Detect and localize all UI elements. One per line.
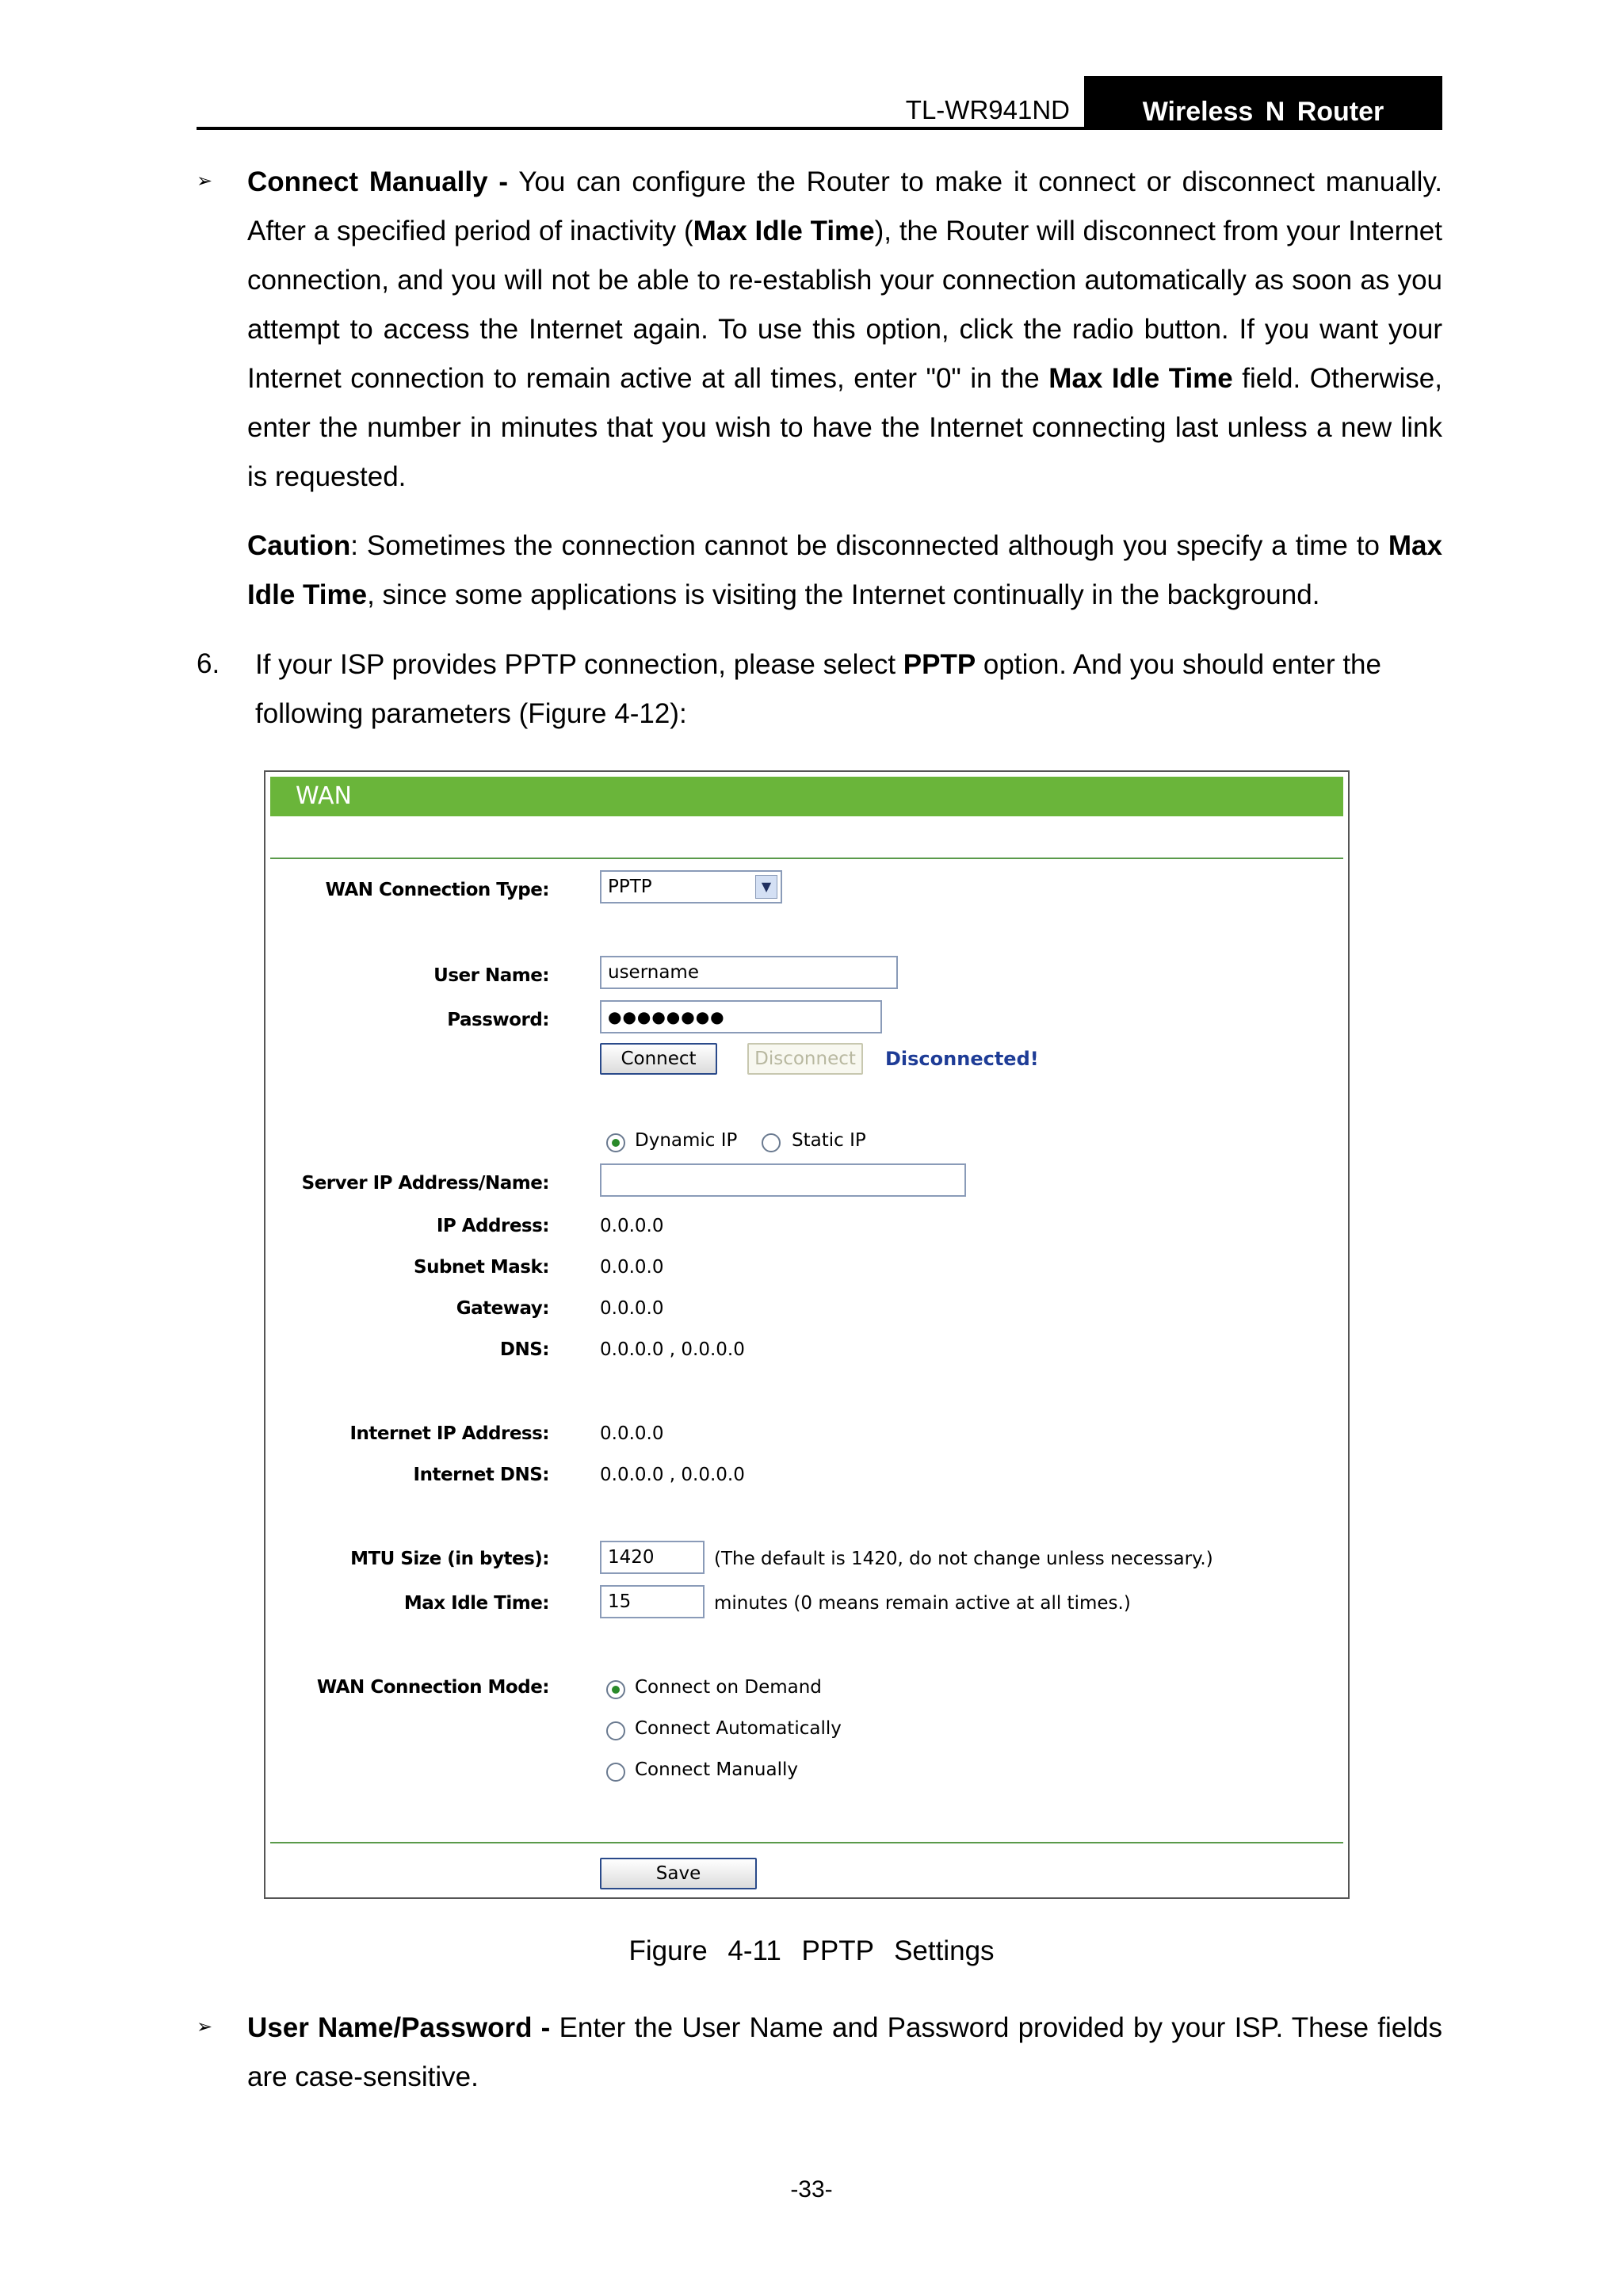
mtu-label: MTU Size (in bytes): — [350, 1549, 549, 1569]
connect-button[interactable]: Connect — [600, 1043, 717, 1075]
inet-ip-label: Internet IP Address: — [349, 1423, 549, 1444]
wan-title-bar: WAN — [270, 777, 1343, 816]
password-label: Password: — [447, 1010, 549, 1030]
header-product: Wireless N Router — [1084, 76, 1442, 130]
conn-type-label: WAN Connection Type: — [325, 880, 549, 900]
step6-paragraph: If your ISP provides PPTP connection, please select PPTP option. And you should enter the following parameters (Figure 4-12): — [255, 649, 1381, 729]
subnet-label: Subnet Mask: — [414, 1257, 549, 1278]
user-name-input[interactable]: username — [600, 956, 898, 989]
user-pass-paragraph: User Name/Password - Enter the User Name and Password provided by your ISP. These fields are case-sensitive. — [247, 2012, 1442, 2092]
static-ip-label: Static IP — [792, 1130, 866, 1151]
bullet-icon: ➢ — [197, 2016, 213, 2038]
inet-dns-label: Internet DNS: — [413, 1465, 549, 1485]
connect-manually-paragraph: Connect Manually - You can configure the Router to make it connect or disconnect manually. After a specified period of inactivity (Max Idle Time), the Router will disconnect from your Internet connection, and you will not be able to re-establish your connection automatically as soon as you attempt to access the Internet again. To use this option, click the radio button. If you want your Internet connection to remain active at all times, enter "0" in the Max Idle Time field. Otherwise, enter the number in minutes that you wish to have the Internet connecting last unless a new link is requested. — [247, 166, 1442, 492]
wan-settings-figure — [264, 770, 1350, 1899]
connection-status: Disconnected! — [885, 1048, 1039, 1070]
chevron-down-icon[interactable]: ▼ — [755, 875, 777, 899]
gateway-label: Gateway: — [456, 1298, 549, 1319]
connect-automatically-label: Connect Automatically — [635, 1718, 842, 1739]
dns-value: 0.0.0.0 , 0.0.0.0 — [600, 1339, 745, 1360]
server-input[interactable] — [600, 1163, 966, 1197]
connect-automatically-radio[interactable] — [606, 1721, 625, 1740]
user-name-label: User Name: — [433, 965, 549, 986]
caution-paragraph: Caution: Sometimes the connection cannot be disconnected although you specify a time to Max Idle Time, since some applications is visiting the Internet continually in the background. — [247, 530, 1442, 610]
connect-on-demand-radio[interactable] — [606, 1680, 625, 1699]
max-idle-hint: minutes (0 means remain active at all times.) — [714, 1593, 1131, 1614]
bottom-divider — [270, 1842, 1343, 1843]
inet-ip-value: 0.0.0.0 — [600, 1423, 664, 1444]
save-button[interactable]: Save — [600, 1858, 757, 1889]
static-ip-radio[interactable] — [762, 1133, 781, 1152]
disconnect-button[interactable]: Disconnect — [747, 1043, 863, 1075]
connect-manually-radio[interactable] — [606, 1763, 625, 1782]
max-idle-label: Max Idle Time: — [403, 1593, 549, 1614]
inet-dns-value: 0.0.0.0 , 0.0.0.0 — [600, 1465, 745, 1485]
mtu-hint: (The default is 1420, do not change unless necessary.) — [714, 1549, 1213, 1569]
ip-value: 0.0.0.0 — [600, 1216, 664, 1236]
connect-manually-term: Connect Manually - — [247, 166, 509, 197]
dynamic-ip-radio[interactable] — [606, 1133, 625, 1152]
conn-type-select[interactable]: PPTP ▼ — [600, 870, 782, 904]
caution-term: Caution — [247, 530, 351, 561]
dynamic-ip-label: Dynamic IP — [635, 1130, 738, 1151]
gateway-value: 0.0.0.0 — [600, 1298, 664, 1319]
bullet-icon: ➢ — [197, 170, 213, 192]
dns-label: DNS: — [499, 1339, 549, 1360]
user-pass-term: User Name/Password - — [247, 2012, 551, 2043]
mtu-input[interactable]: 1420 — [600, 1541, 705, 1574]
connect-manually-label: Connect Manually — [635, 1759, 798, 1780]
subnet-value: 0.0.0.0 — [600, 1257, 664, 1278]
step-number: 6. — [197, 648, 220, 679]
header-rule — [197, 127, 1442, 130]
top-divider — [270, 858, 1343, 859]
header-model: TL-WR941ND — [905, 95, 1070, 124]
ip-label: IP Address: — [436, 1216, 549, 1236]
connect-on-demand-label: Connect on Demand — [635, 1677, 822, 1698]
page-number: -33- — [790, 2176, 833, 2202]
max-idle-input[interactable]: 15 — [600, 1585, 705, 1618]
conn-mode-label: WAN Connection Mode: — [316, 1677, 549, 1698]
password-input[interactable]: ●●●●●●●● — [600, 1000, 882, 1033]
page-header — [197, 76, 1442, 132]
figure-caption: Figure 4-11 PPTP Settings — [628, 1935, 995, 1966]
server-label: Server IP Address/Name: — [301, 1173, 549, 1194]
